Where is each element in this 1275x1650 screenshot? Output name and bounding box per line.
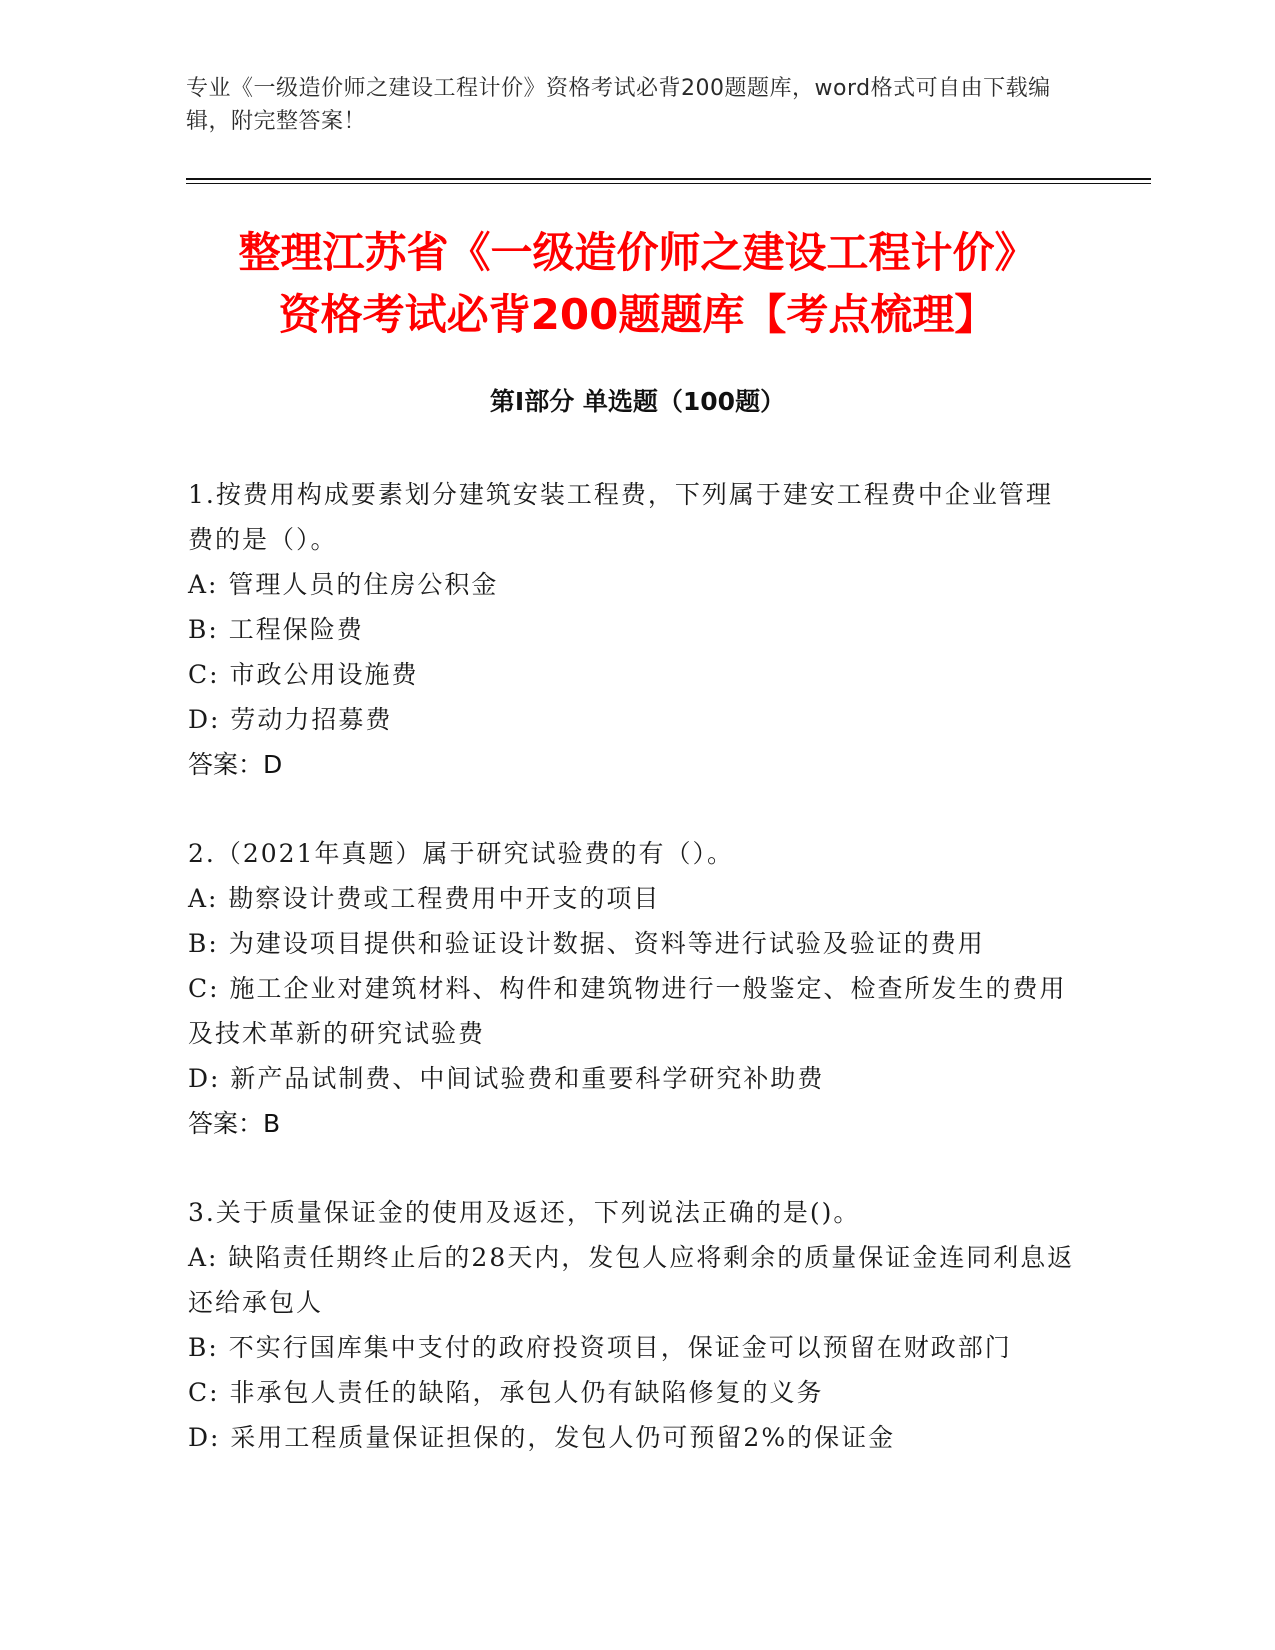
answer: 答案：D bbox=[188, 750, 283, 779]
option-a: A: 勘察设计费或工程费用中开支的项目 bbox=[188, 884, 661, 913]
question-list bbox=[188, 472, 1078, 1504]
question-stem: 2.（2021年真题）属于研究试验费的有（）。 bbox=[188, 839, 734, 868]
question-stem: 1.按费用构成要素划分建筑安装工程费，下列属于建安工程费中企业管理费的是（）。 bbox=[188, 480, 1053, 554]
header-note: 专业《一级造价师之建设工程计价》资格考试必背200题题库，word格式可自由下载编辑，附完整答案！ bbox=[186, 76, 1051, 134]
answer: 答案：B bbox=[188, 1109, 281, 1138]
header-rule-thick bbox=[186, 178, 1151, 180]
option-d: D: 采用工程质量保证担保的，发包人仍可预留2%的保证金 bbox=[188, 1423, 896, 1452]
document-title-line-1: 整理江苏省《一级造价师之建设工程计价》 bbox=[238, 228, 1037, 277]
option-b: B: 为建设项目提供和验证设计数据、资料等进行试验及验证的费用 bbox=[188, 929, 985, 958]
question-2 bbox=[188, 831, 1078, 1146]
document-title bbox=[120, 222, 1155, 346]
option-c: C: 非承包人责任的缺陷，承包人仍有缺陷修复的义务 bbox=[188, 1378, 824, 1407]
document-title-line-2: 资格考试必背200题题库【考点梳理】 bbox=[278, 290, 997, 339]
option-c: C: 市政公用设施费 bbox=[188, 660, 419, 689]
question-3 bbox=[188, 1190, 1078, 1460]
option-b: B: 工程保险费 bbox=[188, 615, 364, 644]
option-b: B: 不实行国库集中支付的政府投资项目，保证金可以预留在财政部门 bbox=[188, 1333, 1012, 1362]
option-a: A: 管理人员的住房公积金 bbox=[188, 570, 499, 599]
question-1 bbox=[188, 472, 1078, 787]
option-d: D: 新产品试制费、中间试验费和重要科学研究补助费 bbox=[188, 1064, 825, 1093]
option-a: A: 缺陷责任期终止后的28天内，发包人应将剩余的质量保证金连同利息返还给承包人 bbox=[188, 1243, 1075, 1317]
question-stem: 3.关于质量保证金的使用及返还，下列说法正确的是()。 bbox=[188, 1198, 861, 1227]
option-d: D: 劳动力招募费 bbox=[188, 705, 393, 734]
option-c: C: 施工企业对建筑材料、构件和建筑物进行一般鉴定、检查所发生的费用及技术革新的研究试验费 bbox=[188, 974, 1067, 1048]
section-title: 第Ⅰ部分 单选题（100题） bbox=[489, 387, 786, 416]
header-rule-thin bbox=[186, 183, 1151, 184]
